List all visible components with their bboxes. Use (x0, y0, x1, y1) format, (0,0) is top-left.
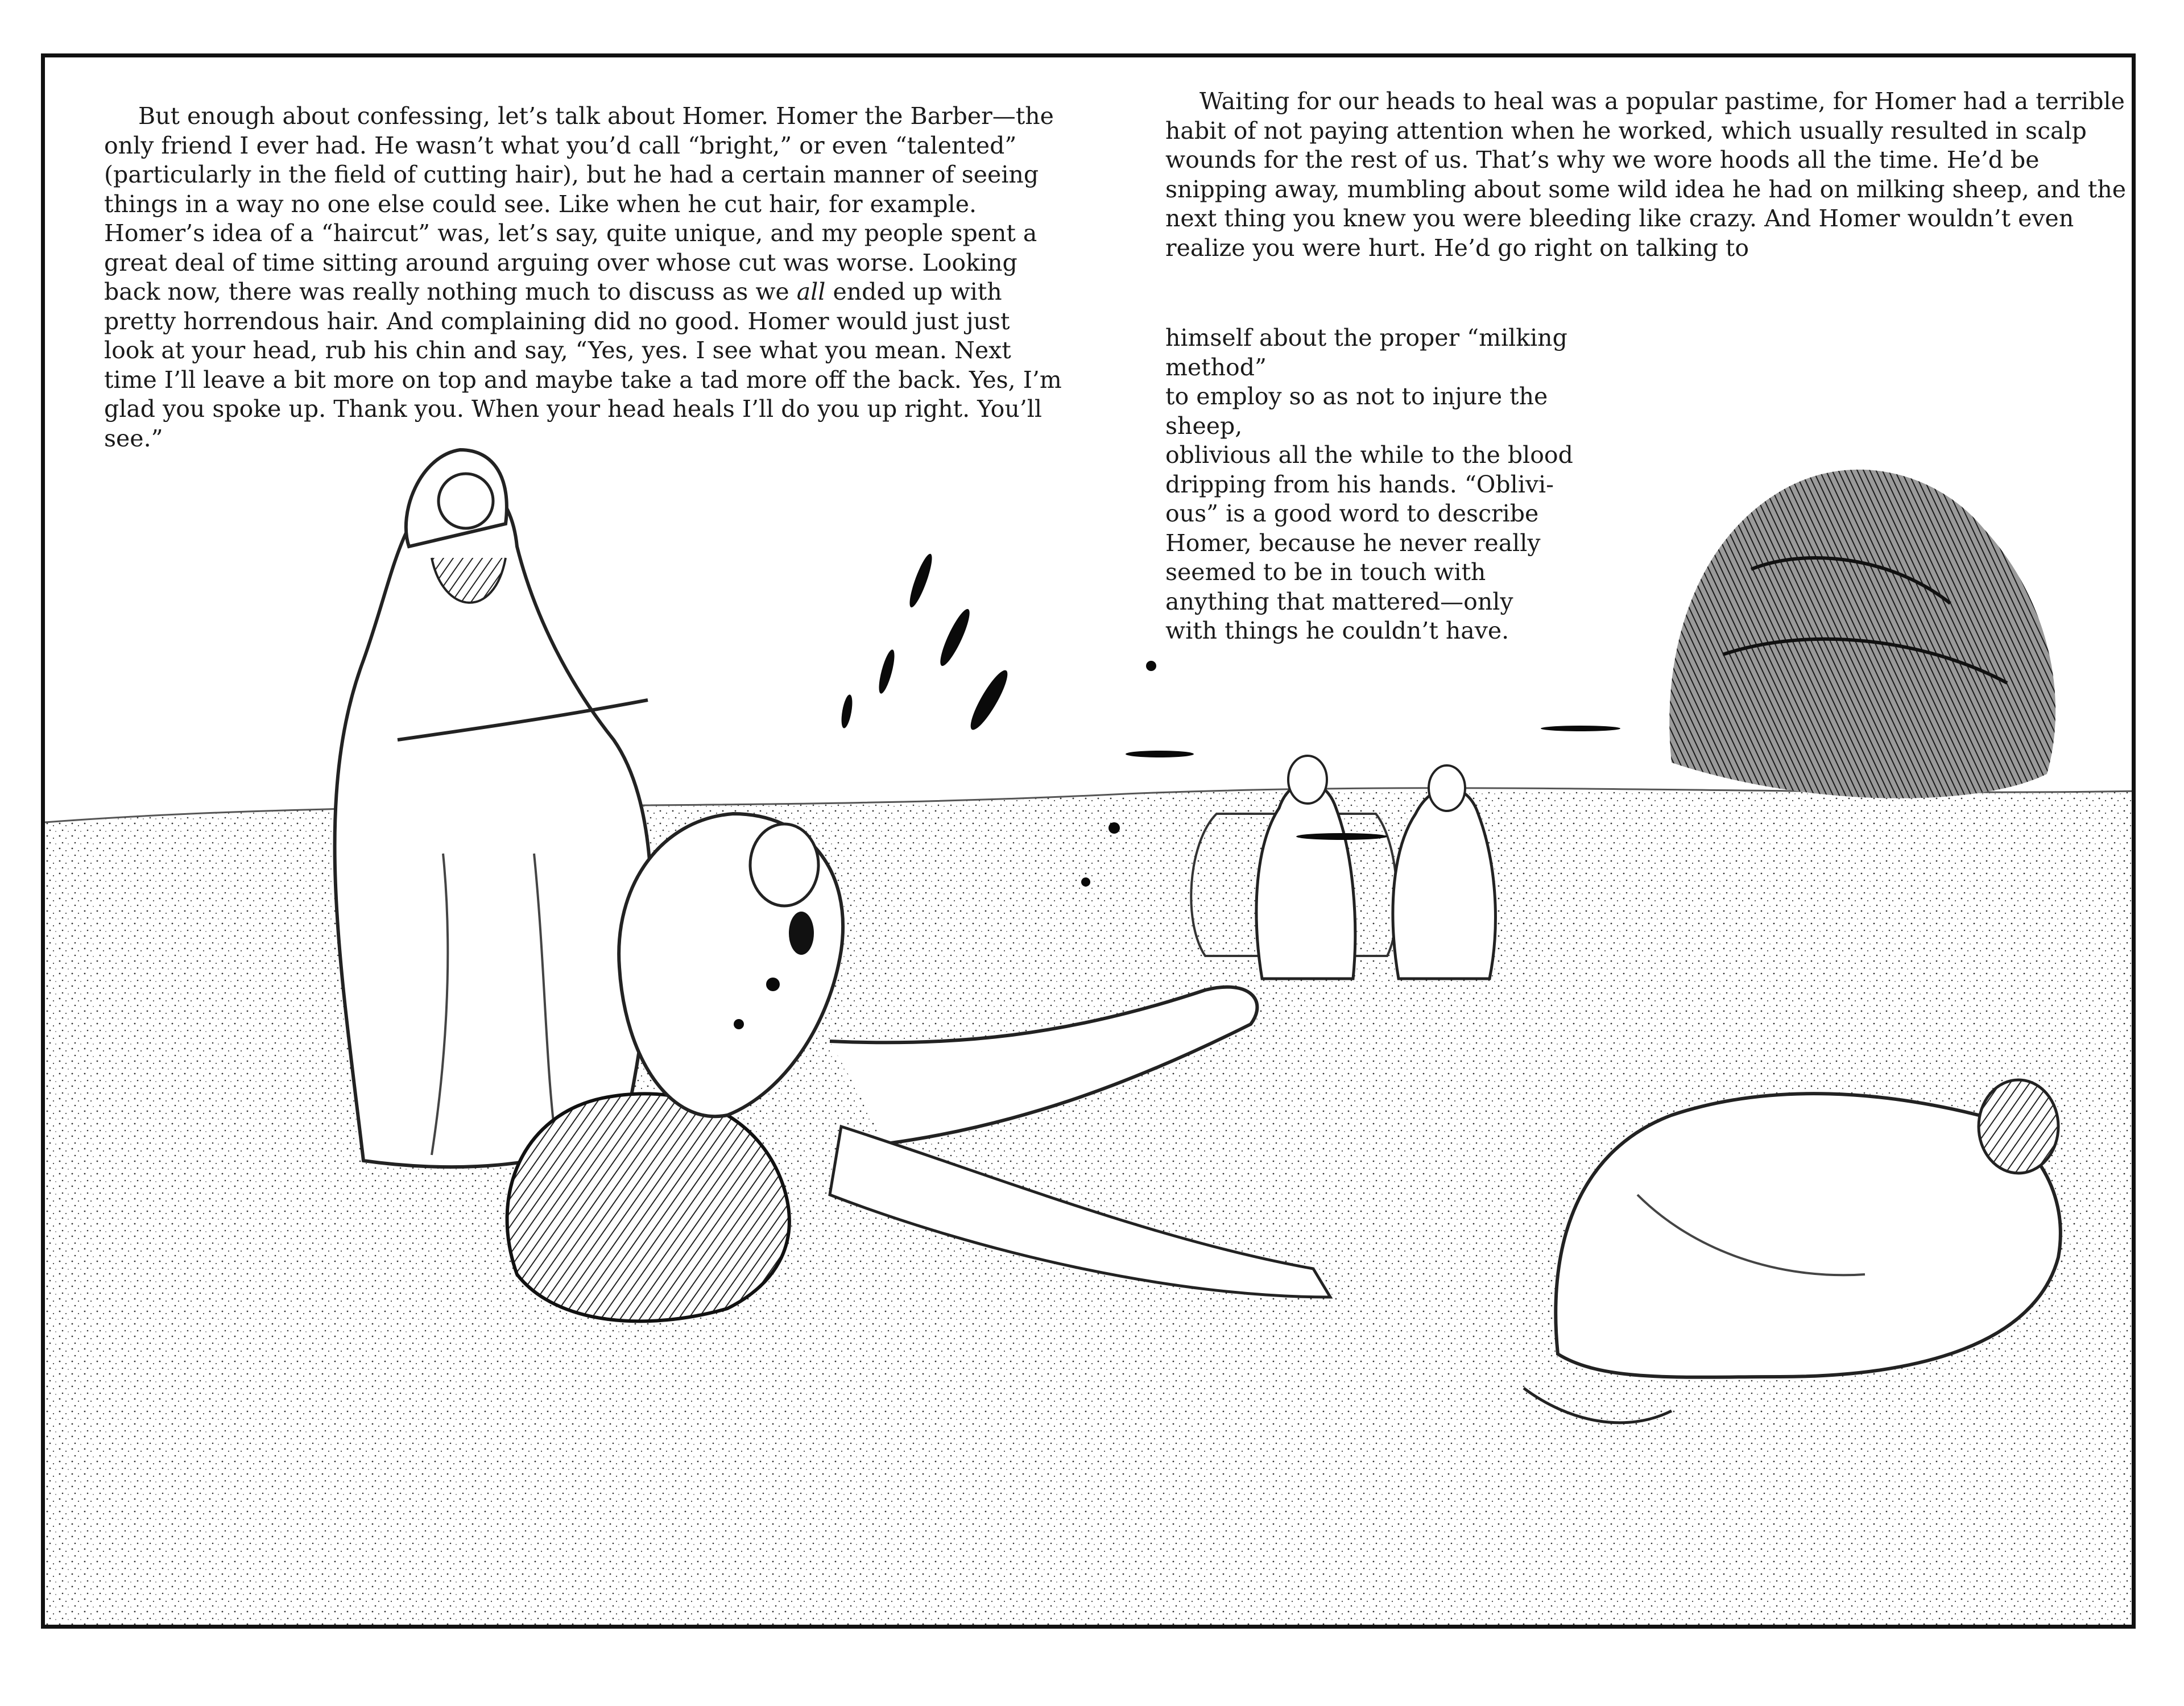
left-text-part1: But enough about confessing, let’s talk about Homer. Homer the Barber—the only friend I ever had. He wasn’t what you’d call “bright,” or even “talented” (particularly in the field of cutting hair), but he had a certain manner of seeing things in a way no one else could see. Like when he cut hair, for example. Homer’s idea of a “haircut” was, let’s say, quite unique, and my people spent a great deal of time sitting around arguing over whose cut was worse. Looking back now, there was really nothing much to discuss as we (104, 102, 1054, 305)
right-narration-text-bottom: himself about the proper “milking method” to employ so as not to injure the sheep, oblivious all the while to the blood dripping from his hands. “Oblivi- ous” is a good word to describe Homer, because he never really seemed to be in touch with anything that mattered—only with things he couldn’t have. (1165, 324, 1573, 644)
left-text-italic: all (796, 278, 826, 305)
left-narration-text (104, 102, 1065, 453)
illustration-frame (41, 53, 2136, 1629)
right-narration-text-top: Waiting for our heads to heal was a popular pastime, for Homer had a terrible habit of not paying attention when he worked, which usually resulted in scalp wounds for the rest of us. That’s why we wore hoods all the time. He’d be snipping away, mumbling about some wild idea he had on milking sheep, and the next thing you knew you were bleeding like crazy. And Homer wouldn’t even realize you were hurt. He’d go right on talking to (1165, 88, 2127, 262)
left-text-part2: ended up with pretty horrendous hair. And complaining did no good. Homer would just just look at your head, rub his chin and say, “Yes, yes. I see what you mean. Next time I’ll leave a bit more on top and maybe take a tad more off the back. Yes, I’m glad you spoke up. Thank you. When your head heals I’ll do you up right. You’ll see.” (104, 278, 1062, 452)
tree (1669, 470, 2055, 798)
barber-homer (335, 450, 652, 1167)
